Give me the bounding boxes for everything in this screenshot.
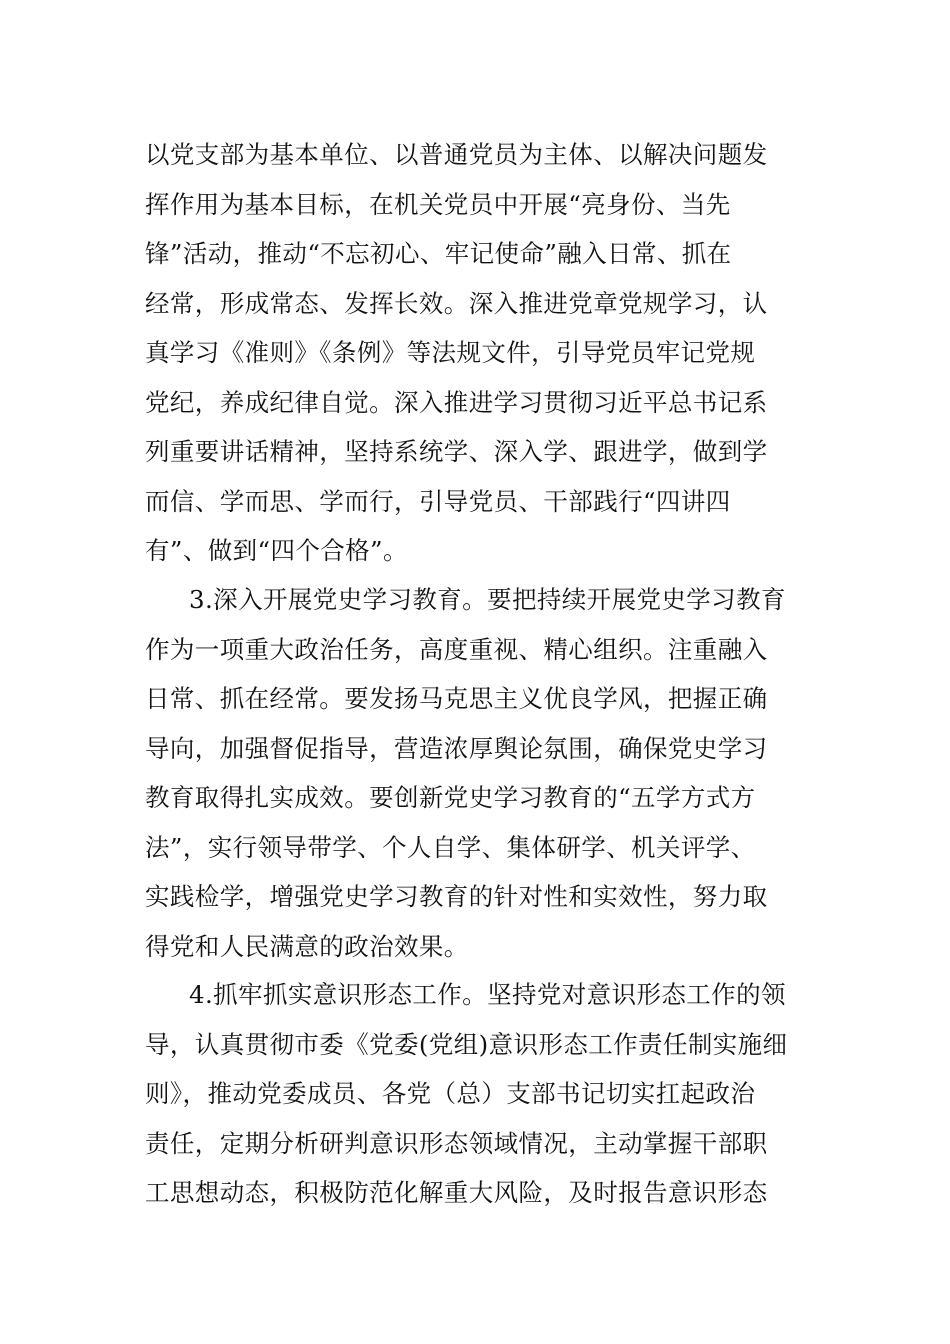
paragraph-ideology-work [145, 970, 810, 1218]
text-line: 得党和人民满意的政治效果。 [145, 931, 469, 961]
text-line: 以党支部为基本单位、以普通党员为主体、以解决问题发 [145, 140, 768, 169]
text-line: 锋”活动，推动“不忘初心、牢记使命”融入日常、抓在 [145, 239, 732, 268]
text-line: 有”、做到“四个合格”。 [145, 536, 408, 565]
text-line: 实践检学，增强党史学习教育的针对性和实效性，努力取 [145, 882, 768, 911]
text-line: 导向，加强督促指导，营造浓厚舆论氛围，确保党史学习 [145, 733, 768, 763]
text-line: 导，认真贯彻市委《党委(党组)意识形态工作责任制实施细 [145, 1029, 788, 1059]
text-line: 工思想动态，积极防范化解重大风险，及时报告意识形态 [145, 1178, 768, 1207]
text-line: 作为一项重大政治任务，高度重视、精心组织。注重融入 [145, 634, 768, 664]
text-line: 列重要讲话精神，坚持系统学、深入学、跟进学，做到学 [145, 437, 768, 466]
text-line: 而信、学而思、学而行，引导党员、干部践行“四讲四 [145, 486, 731, 516]
text-line: 责任，定期分析研判意识形态领域情况，主动掌握干部职 [145, 1128, 768, 1158]
text-line: 挥作用为基本目标，在机关党员中开展“亮身份、当先 [145, 189, 731, 219]
text-line: 经常，形成常态、发挥长效。深入推进党章党规学习，认 [145, 288, 768, 318]
text-line-first: 3.深入开展党史学习教育。要把持续开展党史学习教育 [189, 585, 786, 614]
paragraph-party-history-education [145, 575, 810, 971]
text-line: 教育取得扎实成效。要创新党史学习教育的“五学方式方 [145, 783, 756, 812]
text-line: 日常、抓在经常。要发扬马克思主义优良学风，把握正确 [145, 684, 768, 713]
text-line-first: 4.抓牢抓实意识形态工作。坚持党对意识形态工作的领 [189, 980, 786, 1009]
paragraph-party-branch-activities [145, 130, 810, 576]
text-line: 真学习《准则》《条例》等法规文件，引导党员牢记党规 [145, 338, 756, 367]
text-line: 则》，推动党委成员、各党（总）支部书记切实扛起政治 [145, 1079, 756, 1108]
text-line: 法”，实行领导带学、个人自学、集体研学、机关评学、 [145, 832, 756, 862]
text-line: 党纪，养成纪律自觉。深入推进学习贯彻习近平总书记系 [145, 387, 768, 417]
